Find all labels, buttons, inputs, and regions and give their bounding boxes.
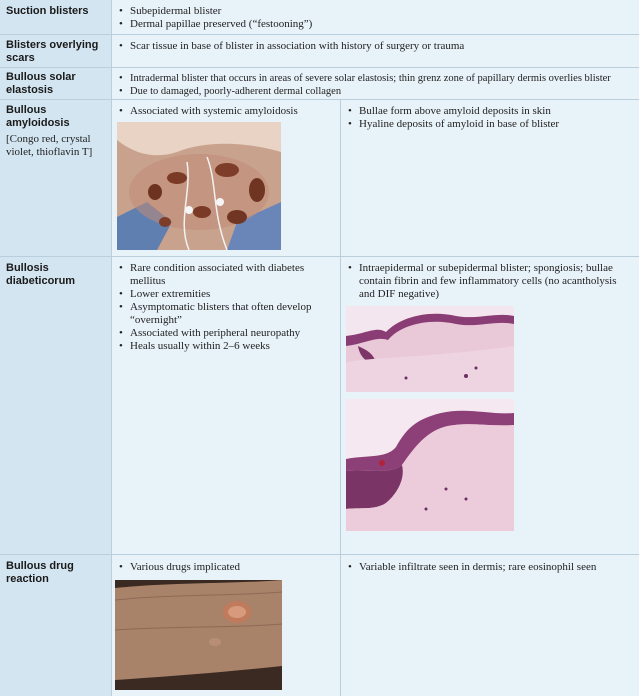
term-bullosis-diabeticorum: Bullosis diabeticorum — [6, 262, 76, 287]
clinical-photo-drug-reaction — [115, 580, 282, 690]
row-divider — [0, 554, 639, 555]
feature-item: • Lower extremities — [118, 288, 316, 301]
clinical-photo-amyloidosis — [117, 122, 281, 250]
feature-item: • Hyaline deposits of amyloid in base of blister — [347, 118, 632, 131]
clinical-bullosis-diabeticorum — [118, 262, 316, 353]
feature-item: • Asymptomatic blisters that often develop “overnight” — [118, 301, 316, 327]
feature-item: • Rare condition associated with diabetes mellitus — [118, 262, 316, 288]
feature-item: • Dermal papillae preserved (“festooning”) — [118, 18, 628, 31]
feature-item: • Various drugs implicated — [118, 561, 333, 574]
features-blisters-overlying-scars — [118, 40, 628, 53]
column-divider — [111, 0, 112, 696]
term-blisters-overlying-scars: Blisters overlying scars — [6, 39, 99, 64]
term-bullous-drug-reaction: Bullous drug reaction — [6, 560, 74, 585]
row-divider — [0, 34, 639, 35]
histology-photo-low-power — [346, 306, 514, 392]
histology-photo-high-power — [346, 399, 514, 531]
feature-item: • Associated with systemic amyloidosis — [118, 105, 333, 118]
pathology-cell-drug — [341, 555, 639, 696]
row-divider — [0, 67, 639, 68]
feature-item: • Subepidermal blister — [118, 5, 628, 18]
row-divider — [0, 256, 639, 257]
pathology-bullous-amyloidosis — [347, 105, 632, 131]
term-bullous-amyloidosis: Bullous amyloidosis — [6, 104, 70, 129]
special-stains: [Congo red, crystal violet, thioflavin T] — [6, 133, 93, 158]
feature-item: • Associated with peripheral neuropathy — [118, 327, 316, 340]
term-bullous-solar-elastosis: Bullous solar elastosis — [6, 71, 76, 96]
column-divider — [340, 100, 341, 696]
features-suction-blisters — [118, 5, 628, 31]
clinical-bullous-amyloidosis — [118, 105, 333, 118]
feature-item: • Intradermal blister that occurs in areas of severe solar elastosis; thin grenz zone of papillary dermis overlies blister — [118, 72, 636, 85]
feature-item: • Variable infiltrate seen in dermis; rare eosinophil seen — [347, 561, 632, 574]
term-cell-diabeticorum — [0, 257, 111, 554]
pathology-bullous-drug-reaction — [347, 561, 632, 574]
feature-item: • Bullae form above amyloid deposits in skin — [347, 105, 632, 118]
feature-item: • Intraepidermal or subepidermal blister; spongiosis; bullae contain fibrin and few inflammatory cells (no acantholysis and DIF negative) — [347, 262, 635, 301]
feature-item: • Due to damaged, poorly-adherent dermal collagen — [118, 85, 636, 98]
features-bullous-solar-elastosis — [118, 72, 636, 98]
feature-item: • Heals usually within 2–6 weeks — [118, 340, 316, 353]
term-suction-blisters: Suction blisters — [6, 5, 89, 17]
row-divider — [0, 99, 639, 100]
clinical-bullous-drug-reaction — [118, 561, 333, 574]
feature-item: • Scar tissue in base of blister in association with history of surgery or trauma — [118, 40, 628, 53]
pathology-bullosis-diabeticorum — [347, 262, 635, 301]
